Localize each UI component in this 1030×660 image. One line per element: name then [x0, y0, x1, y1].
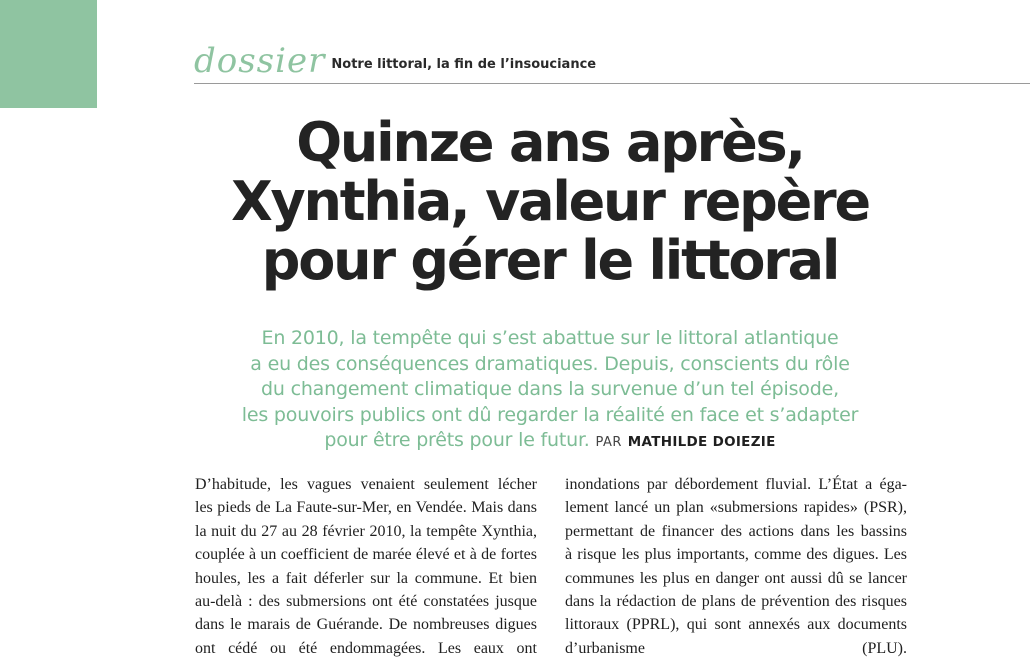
body-line: D’habitude, les vagues venaient seulement lécher — [195, 476, 537, 493]
body-line: les pieds de La Faute-sur-Mer, en Vendée. Mais dans — [195, 499, 537, 517]
lede-line: du changement climatique dans la survenue d’un tel épisode, — [261, 378, 839, 400]
title-line: pour gérer le littoral — [261, 229, 839, 292]
body-line: à risque les plus importants, comme des digues. Les — [565, 546, 907, 564]
body-line: communes les plus en danger ont aussi dû se lancer — [565, 569, 907, 587]
header-divider — [194, 83, 1030, 84]
lede-line: En 2010, la tempête qui s’est abattue sur le littoral atlantique — [261, 327, 839, 349]
body-line: la nuit du 27 au 28 février 2010, la tempête Xynthia, — [195, 522, 537, 540]
body-line: permettant de financer des actions dans les bassins — [565, 522, 907, 540]
body-line: au-delà : des submersions ont été constatées jusque — [195, 593, 537, 611]
body-line: houles, les a fait déferler sur la commune. Et bien — [195, 569, 537, 587]
title-line: Quinze ans après, — [296, 111, 804, 174]
article-title — [150, 113, 950, 290]
body-line: dans le marais de Guérande. De nombreuses digues — [195, 616, 537, 634]
body-line: lement lancé un plan «submersions rapides» (PSR), — [565, 499, 907, 517]
body-line: dans la rédaction de plans de prévention des risques — [565, 593, 907, 611]
article-lede — [160, 326, 940, 456]
body-line: inondations par débordement fluvial. L’État a éga- — [565, 476, 907, 493]
section-label: dossier — [194, 41, 326, 81]
body-line: littoraux (PPRL), qui sont annexés aux documents — [565, 616, 907, 634]
section-color-block — [0, 0, 97, 108]
body-line: couplée à un coefficient de marée élevé et à de fortes — [195, 546, 537, 564]
body-column-right — [565, 473, 907, 660]
byline-author: MATHILDE DOIEZIE — [627, 434, 776, 450]
body-column-left — [195, 473, 537, 660]
lede-line: a eu des conséquences dramatiques. Depuis, conscients du rôle — [250, 352, 850, 375]
lede-line: pour être prêts pour le futur. — [324, 429, 590, 451]
body-line: ont cédé ou été endommagées. Les eaux ont — [195, 639, 537, 657]
section-header — [194, 34, 596, 80]
body-line: d’urbanisme (PLU). — [565, 639, 907, 657]
byline-prefix: PAR — [595, 435, 622, 450]
lede-last-line — [160, 428, 940, 456]
lede-line: les pouvoirs publics ont dû regarder la réalité en face et s’adapter — [241, 403, 859, 426]
title-line: Xynthia, valeur repère — [231, 170, 869, 233]
section-subtitle: Notre littoral, la fin de l’insouciance — [331, 57, 597, 72]
